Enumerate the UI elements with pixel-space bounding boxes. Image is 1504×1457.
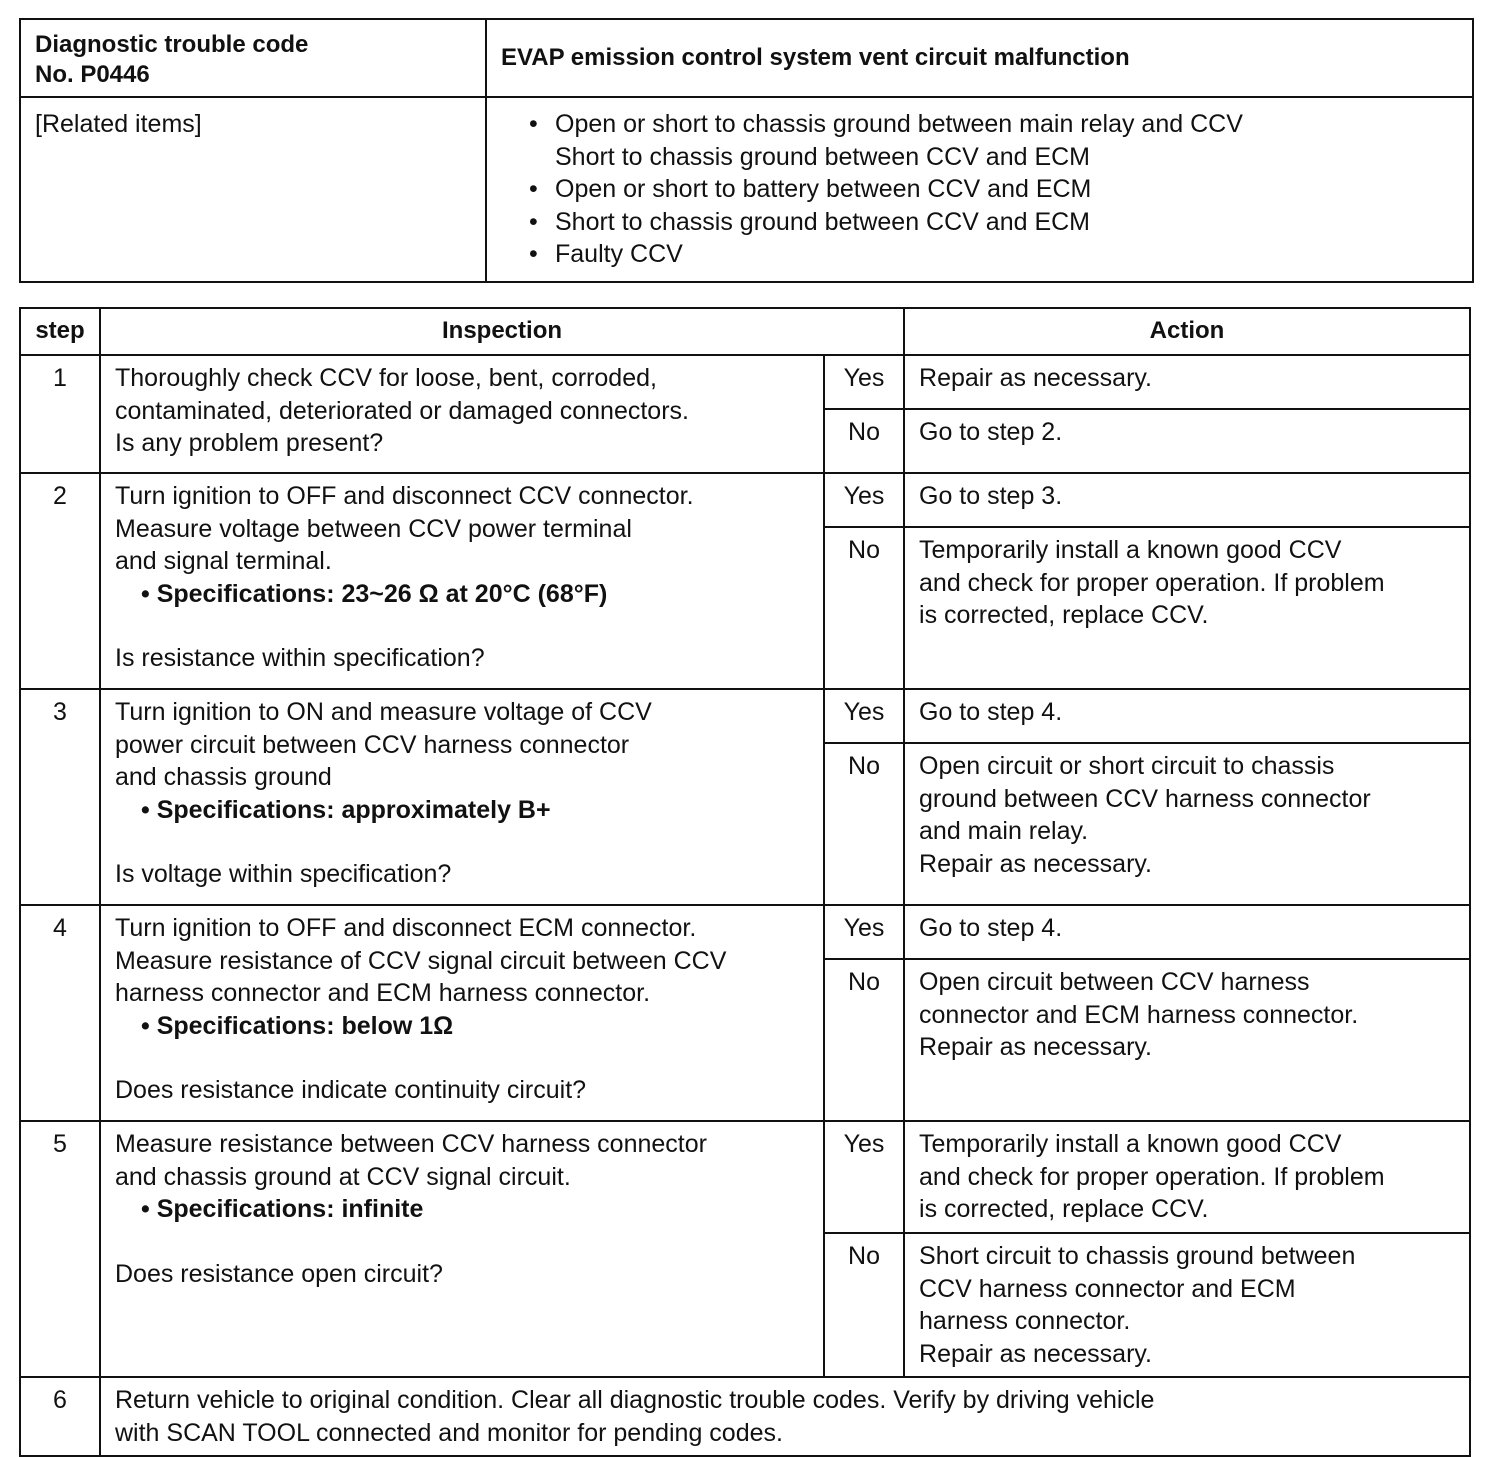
table-row — [20, 355, 1470, 409]
related-items-list — [529, 108, 1458, 271]
specification: • Specifications: 23~26 Ω at 20°C (68°F) — [141, 579, 608, 608]
action-line: CCV harness connector and ECM — [919, 1274, 1296, 1303]
inspection-line: Turn ignition to OFF and disconnect ECM connector. — [115, 914, 697, 942]
inspection-question: Is resistance within specification? — [115, 644, 485, 672]
inspection-line: Is any problem present? — [115, 429, 384, 457]
action-line: Open circuit between CCV harness — [919, 968, 1310, 996]
action-yes — [904, 689, 1470, 743]
action-line: Repair as necessary. — [919, 849, 1152, 878]
specification: • Specifications: infinite — [141, 1195, 424, 1223]
action-yes — [904, 905, 1470, 959]
table-row — [20, 473, 1470, 527]
final-step-cell — [100, 1377, 1470, 1456]
dtc-header-table — [19, 18, 1474, 283]
inspection-cell — [100, 689, 824, 905]
action-line: is corrected, replace CCV. — [919, 601, 1209, 629]
action-line: Go to step 4. — [919, 698, 1063, 726]
action-yes — [904, 1121, 1470, 1233]
action-line: and check for proper operation. If problem — [919, 568, 1385, 597]
related-item: Short to chassis ground between CCV and ECM — [555, 142, 1090, 171]
answer-no: No — [824, 959, 904, 1121]
action-no — [904, 409, 1470, 473]
table-row — [20, 905, 1470, 959]
action-yes — [904, 473, 1470, 527]
final-step-line: with SCAN TOOL connected and monitor for pending codes. — [115, 1418, 783, 1447]
answer-yes: Yes — [824, 355, 904, 409]
action-line: Go to step 3. — [919, 482, 1063, 510]
inspection-line: power circuit between CCV harness connector — [115, 730, 630, 759]
inspection-line: contaminated, deteriorated or damaged connectors. — [115, 396, 689, 425]
table-row — [20, 689, 1470, 743]
related-item: • Short to chassis ground between CCV and ECM — [529, 206, 1458, 239]
action-no — [904, 959, 1470, 1121]
action-line: Repair as necessary. — [919, 1033, 1152, 1061]
action-line: harness connector. — [919, 1307, 1131, 1335]
inspection-cell — [100, 355, 824, 473]
action-line: Repair as necessary. — [919, 1339, 1152, 1368]
inspection-line: Measure resistance between CCV harness connector — [115, 1130, 707, 1158]
related-items-label: [Related items] — [20, 97, 486, 282]
action-line: Temporarily install a known good CCV — [919, 536, 1342, 564]
inspection-line: and signal terminal. — [115, 547, 332, 575]
answer-yes: Yes — [824, 905, 904, 959]
step-number: 4 — [20, 905, 100, 1121]
step-number: 1 — [20, 355, 100, 473]
action-line: connector and ECM harness connector. — [919, 1000, 1359, 1029]
related-item: • Open or short to chassis ground between main relay and CCV — [529, 108, 1458, 141]
step-number: 2 — [20, 473, 100, 689]
dtc-number: No. P0446 — [35, 61, 150, 88]
action-line: Temporarily install a known good CCV — [919, 1130, 1342, 1158]
inspection-line: Measure voltage between CCV power terminal — [115, 514, 632, 543]
answer-no: No — [824, 409, 904, 473]
action-line: Short circuit to chassis ground between — [919, 1242, 1356, 1270]
answer-yes: Yes — [824, 689, 904, 743]
action-no — [904, 743, 1470, 905]
inspection-line: Turn ignition to ON and measure voltage of CCV — [115, 698, 652, 726]
step-number: 3 — [20, 689, 100, 905]
action-line: Go to step 4. — [919, 914, 1063, 942]
inspection-line: harness connector and ECM harness connector. — [115, 979, 651, 1007]
related-item: • Faulty CCV — [529, 238, 1458, 271]
inspection-question: Does resistance indicate continuity circuit? — [115, 1076, 587, 1104]
specification: • Specifications: approximately B+ — [141, 795, 551, 824]
table-row — [20, 1377, 1470, 1456]
inspection-line: Turn ignition to OFF and disconnect CCV connector. — [115, 482, 694, 510]
table-row — [20, 1121, 1470, 1233]
action-line: and main relay. — [919, 817, 1089, 845]
related-item: • Open or short to battery between CCV and ECM — [529, 173, 1458, 206]
action-line: and check for proper operation. If problem — [919, 1162, 1385, 1191]
column-header-inspection: Inspection — [100, 308, 904, 355]
specification: • Specifications: below 1Ω — [141, 1011, 454, 1040]
action-no — [904, 527, 1470, 689]
action-line: Open circuit or short circuit to chassis — [919, 752, 1335, 780]
inspection-line: and chassis ground at CCV signal circuit. — [115, 1162, 571, 1191]
inspection-line: Thoroughly check CCV for loose, bent, corroded, — [115, 364, 657, 392]
action-line: ground between CCV harness connector — [919, 784, 1371, 813]
table-header-row — [20, 308, 1470, 355]
step-number: 6 — [20, 1377, 100, 1456]
inspection-line: and chassis ground — [115, 763, 332, 791]
column-header-action: Action — [904, 308, 1470, 355]
inspection-line: Measure resistance of CCV signal circuit between CCV — [115, 946, 727, 975]
answer-no: No — [824, 1233, 904, 1377]
answer-yes: Yes — [824, 473, 904, 527]
inspection-question: Does resistance open circuit? — [115, 1259, 443, 1288]
inspection-cell — [100, 1121, 824, 1377]
answer-no: No — [824, 743, 904, 905]
action-line: Repair as necessary. — [919, 364, 1152, 392]
column-header-step: step — [20, 308, 100, 355]
answer-no: No — [824, 527, 904, 689]
inspection-cell — [100, 905, 824, 1121]
dtc-code-cell — [20, 19, 486, 97]
action-line: Go to step 2. — [919, 418, 1063, 446]
action-yes — [904, 355, 1470, 409]
diagnostic-steps-table — [19, 307, 1471, 1457]
dtc-title: EVAP emission control system vent circuit malfunction — [486, 19, 1473, 97]
answer-yes: Yes — [824, 1121, 904, 1233]
inspection-cell — [100, 473, 824, 689]
action-line: is corrected, replace CCV. — [919, 1195, 1209, 1223]
dtc-label: Diagnostic trouble code — [35, 31, 309, 58]
final-step-line: Return vehicle to original condition. Clear all diagnostic trouble codes. Verify by driving vehicle — [115, 1386, 1155, 1414]
step-number: 5 — [20, 1121, 100, 1377]
inspection-question: Is voltage within specification? — [115, 860, 452, 888]
related-items-cell — [486, 97, 1473, 282]
action-no — [904, 1233, 1470, 1377]
